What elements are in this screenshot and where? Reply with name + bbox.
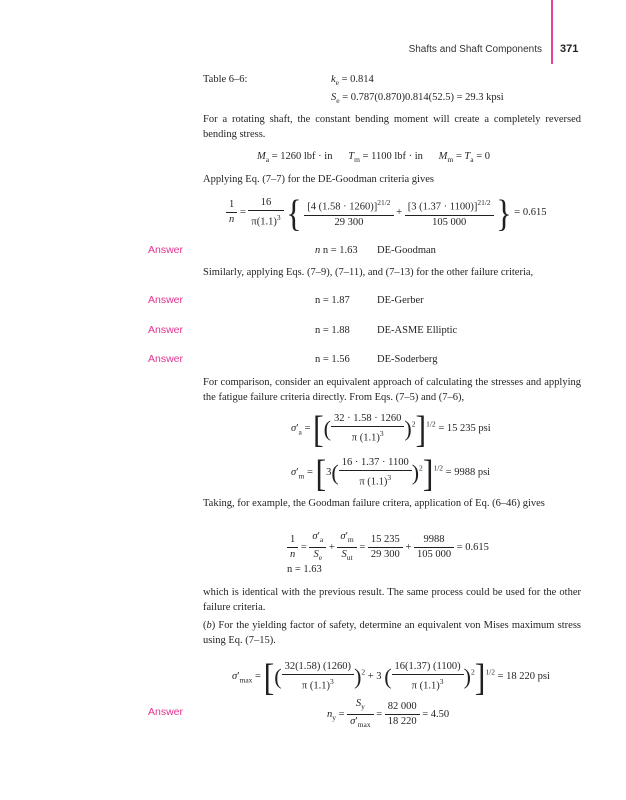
answer-value: n = 1.88 <box>315 325 350 336</box>
answer-value: n = 1.56 <box>315 354 350 365</box>
answer-label: Answer <box>148 294 184 306</box>
paragraph-other-criteria: Similarly, applying Eqs. (7–9), (7–11), and (7–13) for the other failure criteria, <box>203 267 534 278</box>
equation-goodman-stresses: $\frac{1}{n}$ = $\frac{\sigma'_a}{S_e}$ + $\sigma'_m$ $S_{ut}$ = $\frac{15 235}{29 300}$ + $\frac{9988}{105 000}$ = 0.615 <box>287 530 489 565</box>
paragraph-goodman-application: Taking, for example, the Goodman failure critera, application of Eq. (6–46) gives <box>203 498 545 509</box>
paragraph-apply-goodman: Applying Eq. (7–7) for the DE-Goodman criteria gives <box>203 174 434 185</box>
equation-de-goodman: $\frac{1}{n}$ = $\frac{16}{\pi(1.1)^3}$ { $\frac{[4 (1.58 \cdot 1260)]^{21/2}}{29 300}$ + $\frac{[3 (1.37 \cdot 1100)]^{21/2}}{105 000}$ } = 0.615 <box>226 196 546 230</box>
answer-label: Answer <box>148 706 184 718</box>
equation-sigma-a: $\sigma'_a$ = [( $\frac{32 \cdot 1.58 \cdot 1260}{\pi (1.1)^3}$ )$^2$]$^{1/2}$ = 15 235 psi <box>291 407 491 451</box>
answer-label: Answer <box>148 324 184 336</box>
answer-criterion: DE-Soderberg <box>377 354 438 365</box>
equation-ny: $n_y$ = $S_y$ $\sigma'_{max}$ = $\frac{82 000}{18 220}$ = 4.50 <box>327 697 449 732</box>
page-number: 371 <box>560 43 579 55</box>
answer-value: n n = 1.63 <box>315 245 358 256</box>
answer-criterion: DE-Gerber <box>377 295 424 306</box>
running-title: Shafts and Shaft Components <box>408 44 542 55</box>
equation-sigma-max: $\sigma'_{max}$ = [( $\frac{32(1.58) (1260)}{\pi (1.1)^3}$ )$^2$ + 3 ( $\frac{16(1.37) (1100)}{\pi (1.1)^3}$ )$^2$]$^{1/2}$ = 18 220 psi <box>232 655 550 699</box>
paragraph-yielding: (b) For the yielding factor of safety, determine an equivalent von Mises maximum stress using Eq. (7–15). <box>203 620 581 646</box>
answer-criterion: DE-ASME Elliptic <box>377 325 458 336</box>
header-accent-rule <box>551 0 553 64</box>
equation-ke: $k_e = 0.814$ <box>331 74 374 88</box>
equation-se: $S_e = 0.787(0.870)0.814(52.5) = 29.3$ kpsi <box>331 92 504 106</box>
paragraph-identical-result: which is identical with the previous result. The same process could be used for the other failure criteria. <box>203 587 581 613</box>
equation-n-result: n = 1.63 <box>287 564 322 575</box>
paragraph-rotating-shaft: For a rotating shaft, the constant bending moment will create a completely reversed bending stress. <box>203 114 581 140</box>
table-reference: Table 6–6: <box>203 74 248 85</box>
answer-label: Answer <box>148 353 184 365</box>
paragraph-comparison: For comparison, consider an equivalent approach of calculating the stresses and applying the fatigue failure criteria directly. From Eqs. (7–5) and (7–6), <box>203 377 581 403</box>
equation-sigma-m: $\sigma'_m = [3$( $\frac{16 \cdot 1.37 \cdot 1100}{\pi (1.1)^3}$ )$^2$]$^{1/2}$ = 9988 psi <box>291 451 491 495</box>
answer-value: n = 1.87 <box>315 295 350 306</box>
answer-criterion: DE-Goodman <box>377 245 436 256</box>
equation-moments: $M_a = 1260$ lbf · in $T_m = 1100$ lbf · in $M_m = T_a = 0$ <box>257 151 491 165</box>
answer-label: Answer <box>148 244 184 256</box>
